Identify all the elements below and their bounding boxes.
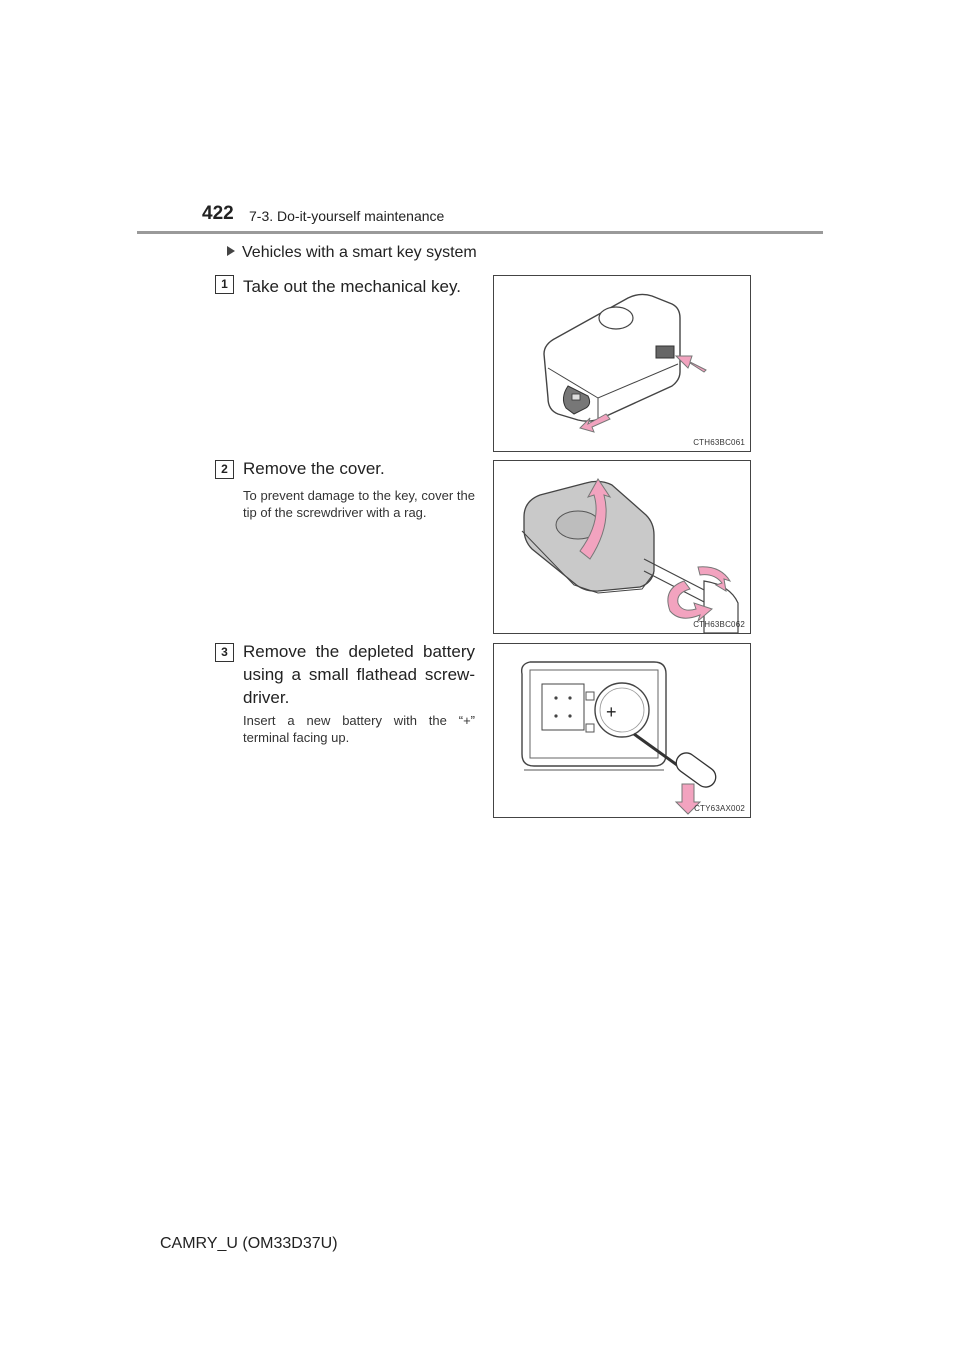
figure-1-code: CTH63BC061 — [693, 438, 745, 447]
smart-key-illustration — [494, 276, 750, 451]
step-1-text: Take out the mechanical key. — [243, 277, 461, 296]
battery-replacement-illustration — [494, 644, 750, 817]
step-number-3: 3 — [215, 643, 234, 662]
figure-2 — [493, 460, 751, 634]
remove-cover-illustration — [494, 461, 750, 633]
figure-3 — [493, 643, 751, 818]
subheading-text: Vehicles with a smart key system — [242, 244, 477, 261]
figure-2-code: CTH63BC062 — [693, 620, 745, 629]
figure-1 — [493, 275, 751, 452]
step-2-text: Remove the cover. — [243, 459, 385, 478]
step-number-2: 2 — [215, 460, 234, 479]
section-title: 7-3. Do-it-yourself maintenance — [249, 208, 445, 224]
step-3-text: Remove the depleted battery using a small flathead screw-driver. — [243, 642, 475, 707]
step-2-note: To prevent damage to the key, cover the tip of the screwdriver with a rag. — [243, 488, 475, 520]
step-3-note: Insert a new battery with the “+” terminal facing up. — [243, 713, 475, 745]
footer-model-code: CAMRY_U (OM33D37U) — [160, 1235, 338, 1252]
step-number-1: 1 — [215, 275, 234, 294]
figure-3-code: CTY63AX002 — [694, 804, 745, 813]
subheading — [227, 244, 477, 262]
triangle-bullet-icon — [227, 246, 235, 256]
page-number: 422 — [202, 203, 234, 224]
svg-text:+: + — [606, 702, 617, 722]
header-rule — [137, 231, 823, 234]
